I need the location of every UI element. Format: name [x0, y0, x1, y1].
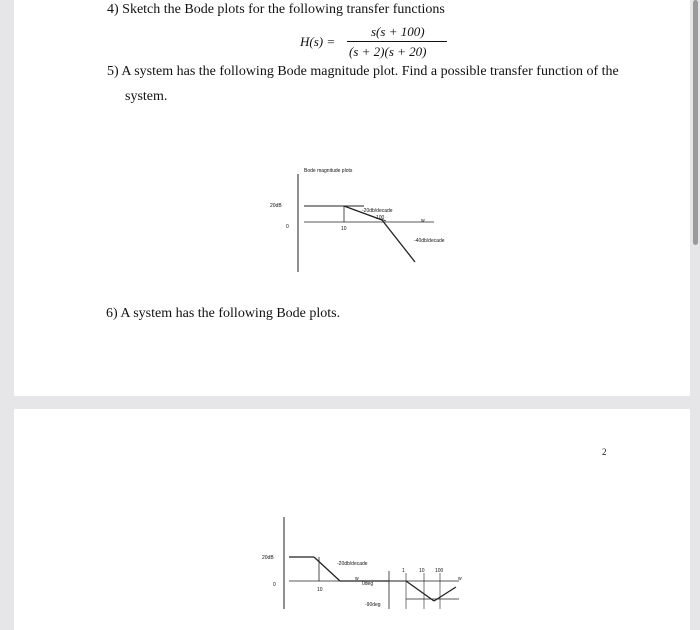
label-phase-0deg: 0deg — [362, 581, 374, 587]
bode-magnitude-lines — [14, 0, 690, 396]
phase-drop — [406, 581, 434, 601]
label-100: 100 — [376, 215, 385, 221]
label-10b: 10 — [419, 568, 425, 574]
question-5-line-1: 5) A system has the following Bode magnitude plot. Find a possible transfer function of the — [107, 64, 619, 79]
question-4-heading: 4) Sketch the Bode plots for the following transfer functions — [107, 2, 445, 17]
label-w: w — [355, 576, 359, 582]
label-slope-minus-20: -20db/decade — [362, 208, 393, 214]
label-10: 10 — [317, 587, 323, 593]
document-page-2 — [14, 409, 690, 630]
label-100: 100 — [435, 568, 444, 574]
label-axis-w: w — [421, 218, 425, 224]
bode-plot-lines — [14, 409, 690, 630]
transfer-function-lhs: H(s) = — [300, 34, 336, 49]
label-10: 10 — [341, 226, 347, 232]
label-20db: 20dB — [262, 555, 274, 561]
label-0: 0 — [286, 224, 289, 230]
label-phase-minus-90deg: -90deg — [365, 602, 381, 608]
question-5-line-2: system. — [125, 89, 168, 104]
segment-minus-40-db-per-decade — [382, 220, 415, 262]
label-20db: 20dB — [270, 203, 282, 209]
label-1: 1 — [402, 568, 405, 574]
plot-title: Bode magnitude plots — [304, 168, 353, 174]
scrollbar[interactable] — [693, 0, 698, 245]
question-6-line: 6) A system has the following Bode plots. — [106, 306, 341, 321]
label-slope-minus-20: -20db/decade — [337, 561, 368, 567]
label-0: 0 — [273, 582, 276, 588]
label-axis-w: w — [458, 576, 462, 582]
document-page-1 — [14, 0, 690, 396]
page-number: 2 — [602, 447, 607, 457]
label-slope-minus-40: -40db/decade — [414, 238, 445, 244]
transfer-function-numerator: s(s + 100) — [371, 24, 425, 39]
transfer-function-denominator: (s + 2)(s + 20) — [349, 44, 427, 59]
